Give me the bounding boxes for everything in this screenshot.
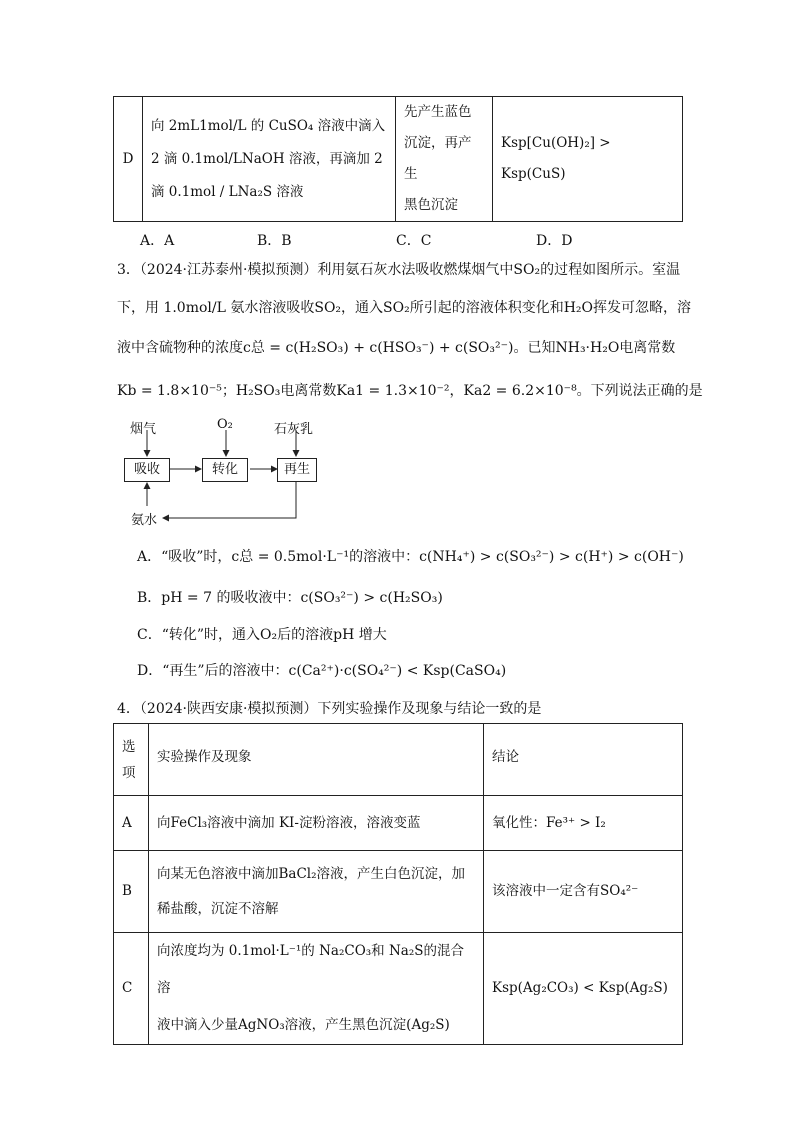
q3-stem-line: 下，用 1.0mol/L 氨水溶液吸收SO₂，通入SO₂所引起的溶液体积变化和H₂O挥发可忽略，溶 [117,300,692,316]
phenomenon-line: 黑色沉淀 [404,197,458,213]
box-regenerate: 再生 [277,458,317,482]
phenomenon-line: 先产生蓝色 [404,104,472,120]
operation-cell: 向某无色溶液中滴加BaCl₂溶液，产生白色沉淀，加 稀盐酸，沉淀不溶解 [149,851,484,933]
return-line [163,481,296,518]
label-lime-milk: 石灰乳 [274,422,314,437]
q3-option-a: A．“吸收”时，c总 = 0.5mol·L⁻¹的溶液中：c(NH₄⁺) > c(SO₃²⁻) > c(H⁺) > c(OH⁻) [137,549,684,565]
phenomenon-cell [396,97,493,222]
operation-cell: 向FeCl₃溶液中滴加 KI-淀粉溶液，溶液变蓝 [149,796,484,851]
conclusion-cell: Ksp(Ag₂CO₃) < Ksp(Ag₂S) [484,933,683,1045]
row-label: A [114,796,149,851]
q3-option-c: C．“转化”时，通入O₂后的溶液pH 增大 [137,627,387,643]
phenomenon-line: 沉淀，再产生 [404,135,472,182]
conclusion-cell: 氧化性：Fe³⁺ > I₂ [484,796,683,851]
table-row [114,933,683,1045]
operation-line: 向 2mL1mol/L 的 CuSO₄ 溶液中滴入 [151,117,386,134]
q4-table [113,723,683,1045]
header-operation: 实验操作及现象 [149,724,484,796]
table-row [114,97,683,222]
q3-option-d: D．“再生”后的溶液中：c(Ca²⁺)·c(SO₄²⁻) < Ksp(CaSO₄) [137,663,507,679]
table-row [114,796,683,851]
q3-stem-line: 液中含硫物种的浓度c总 = c(H₂SO₃) + c(HSO₃⁻) + c(SO₃²⁻)。已知NH₃·H₂O电离常数 [117,340,676,356]
operation-cell [143,97,396,222]
q3-stem-line: Kb = 1.8×10⁻⁵；H₂SO₃电离常数Ka1 = 1.3×10⁻²，Ka2 = 6.2×10⁻⁸。下列说法正确的是 [117,383,703,399]
table-header-row [114,724,683,796]
q3-stem-line: 3．（2024·江苏泰州·模拟预测）利用氨石灰水法吸收燃煤烟气中SO₂的过程如图所示。室温 [117,262,681,278]
header-conclusion: 结论 [484,724,683,796]
conclusion-cell: 该溶液中一定含有SO₄²⁻ [484,851,683,933]
operation-line: 2 滴 0.1mol/LNaOH 溶液，再滴加 2 [151,150,383,167]
row-label: C [114,933,149,1045]
label-flue-gas: 烟气 [130,422,157,437]
option-d: D．D [536,233,573,249]
conclusion-cell: Ksp[Cu(OH)₂] > Ksp(CuS) [493,97,683,222]
option-c: C．C [396,233,432,249]
row-label: B [114,851,149,933]
label-ammonia-water: 氨水 [131,513,158,528]
header-option: 选 项 [114,724,149,796]
label-oxygen: O₂ [217,417,233,432]
q4-stem: 4．（2024·陕西安康·模拟预测）下列实验操作及现象与结论一致的是 [117,701,542,717]
q2-table [113,96,683,222]
option-a: A．A [140,233,175,249]
option-b: B．B [257,233,292,249]
operation-line: 滴 0.1mol / LNa₂S 溶液 [151,183,304,200]
box-convert: 转化 [202,458,248,482]
q3-option-b: B．pH = 7 的吸收液中：c(SO₃²⁻) > c(H₂SO₃) [137,590,443,606]
table-row [114,851,683,933]
box-absorb: 吸收 [124,458,170,482]
operation-cell: 向浓度均为 0.1mol·L⁻¹的 Na₂CO₃和 Na₂S的混合溶 液中滴入少量AgNO₃溶液，产生黑色沉淀(Ag₂S) [149,933,484,1045]
row-label: D [114,97,143,222]
